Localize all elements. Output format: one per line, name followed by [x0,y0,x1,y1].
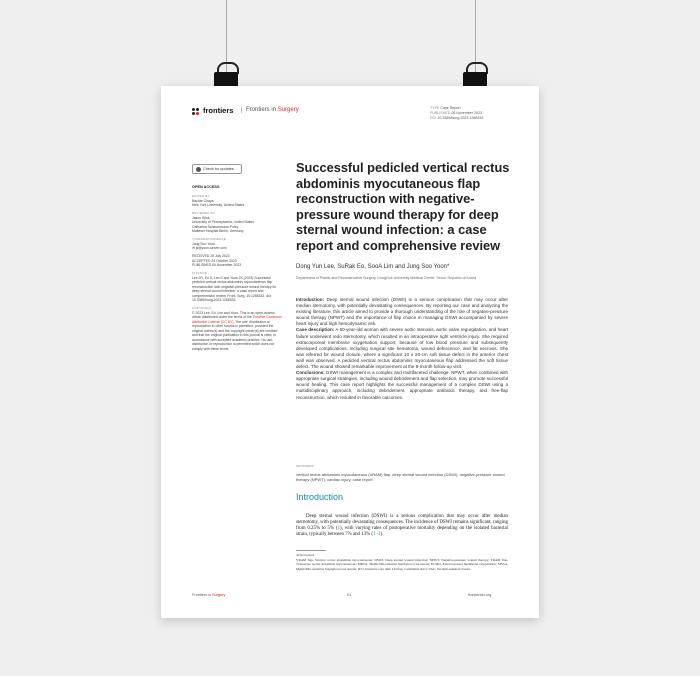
affiliation: Department of Plastic and Reconstructive Surgery, DongGuk University Medical Center, Seoul, Republic of Korea [296,276,477,280]
open-access-label: OPEN ACCESS [192,185,220,189]
paper-sheet [161,86,539,618]
footer-site: frontiersin.org [468,593,492,597]
check-for-updates-button[interactable]: Check for updates [192,164,242,174]
abbreviations-label: Abbreviations [296,553,315,557]
license-link[interactable]: Creative Commons Attribution License (CC BY) [192,315,282,324]
abbreviations: VRAM flap, Vertical rectus abdominis myocutaneous; DSWI, Deep sternal wound infection; NPWT, Negative-pressure wound therapy; TRAM flap, Transverse rectus abdominis myocutaneous; MRSA, Methicillin-resistant Staphylococcus aureus; ECMO, Extracorporeal membrane oxygenation; MSSA, Methicillin-sensitive Staphylococcus aureus; ICU, Intensive care unit; LD flap, Latissimus dorsi; VAC, Vacuum-assisted closure. [296,558,508,571]
introduction-paragraph: Deep sternal wound infection (DSWI) is a serious complication that may occur after median sternotomy, with potentially devastating consequences. The incidence of DSWI remains significant, ranging from 0.25% to 5% (1), with varying rates of postoperative mortality depending on the isolated bacterial strain, typically between 7% and 13% (1–3). [296,514,508,538]
article-title: Successful pedicled vertical rectus abdominis myocutaneous flap reconstruction with negative-pressure wound therapy for deep sternal wound infection: a case report and comprehensive review [296,160,510,253]
frontiers-logo-icon [192,108,201,116]
brand-name: frontiers [203,106,234,115]
journal-name: Frontiers in Surgery [241,107,299,113]
abstract: Introduction: Deep sternal wound infection (DSWI) is a serious complication that may occur after median sternotomy, with potentially devastating consequences. By reporting our case and analyzing the existing literature, this article aimed to provide a thorough understanding of the role of negative-pressure wound therapy (NPWT) and the importance of flap choice in managing DSWI accompanied by severe heart injury and high hemodynamic risk. Case description: A 60-year-old woman with severe aortic stenosis, aortic valve regurgitation, and heart failure underwent redo sternotomy, which resulted in an intraoperative right ventricle injury. She required extracorporeal membrane oxygenation support; because of low blood pressure and subsequently developed complications, including surgical site hematoma, wound dehiscence, and fat necrosis. She was referred for wound closure, where a significant 10 x 20-cm soft tissue defect in the anterior chest wall was observed. A pedicled vertical rectus abdominis myocutaneous flap addressed the soft tissue defect. The wound showed remarkable improvement at the 8-month follow-up visit. Conclusions: DSWI management is a complex and multifaceted challenge. NPWT, when combined with appropriate surgical strategies, including wound debridement and flap selection, may promote successful wound healing. This case report highlights the successful management of a complex DSWI using a multidisciplinary approach, including debridement, appropriate antibiotic therapy, and free-flap reconstruction, which resulted in favorable outcomes. [296,297,509,400]
section-heading: Introduction [296,492,344,502]
author-list: Dong Yun Lee, SuRak Eo, SooA Lim and Jung Soo Yoon* [296,264,450,270]
article-meta: TYPE Case Report PUBLISHED 06 November 2023 DOI 10.3389/fsurg.2023.1268333 [430,106,484,120]
keywords: vertical rectus abdominis myocutaneous (VRAM) flap, deep sternal wound infection (DSWI), negative-pressure wound therapy (NPWT), cardiac injury, case report [296,472,505,483]
footer-journal: Frontiers in Surgery [192,593,226,597]
keywords-label: KEYWORDS [296,464,314,468]
sidebar: EDITED BY Bachar Chaya, New York University, United States REVIEWED BY Jason Wink, University of Pennsylvania, United States Catharina Scheuermann-Poley, Malteser Hospital Berlin, Germany *CORRESPONDENCE Jung Soo Yoon ✉ js@yoon-server.com RECEIVED 28 July 2023 ACCEPTED 24 October 2023 PUBLISHED 06 November 2023 CITATION Lee DY, Eo S, Lim S and Yoon JS (2023) Successful pedicled vertical rectus abdominis myocutaneous flap reconstruction with negative-pressure wound therapy for deep sternal wound infection: a case report and comprehensive review. Front. Surg. 10:1268333. doi: 10.3389/fsurg.2023.1268333 COPYRIGHT © 2023 Lee, Eo, Lim and Yoon. This is an open-access article distributed under the terms of the Creative Commons Attribution License (CC BY). The use, distribution or reproduction in other forums is permitted, provided the original author(s) and the copyright owner(s) are credited and that the original publication in this journal is cited, in accordance with accepted academic practice. No use, distribution or reproduction is permitted which does not comply with these terms. [192,194,282,351]
reference-link[interactable]: 1–3 [373,532,381,538]
footnote-divider [296,550,326,551]
update-icon [196,167,201,172]
reference-link[interactable]: 1 [337,526,341,532]
page-number: 01 [347,593,352,597]
